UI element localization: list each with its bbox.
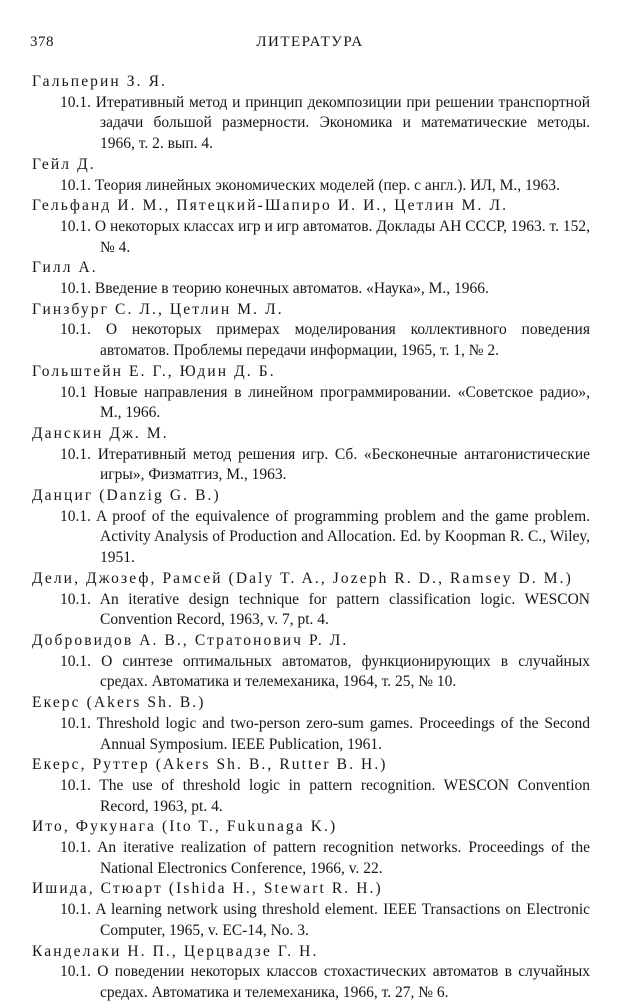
bibliography-entry	[32, 755, 590, 817]
entry-reference: 10.1. The use of threshold logic in pattern recognition. WESCON Convention Record, 1963, pt. 4.	[60, 776, 590, 815]
entry-author: Гальперин З. Я.	[32, 73, 168, 90]
bibliography-entry	[32, 300, 590, 362]
entry-author: Гилл А.	[32, 259, 98, 277]
bibliography-entry	[32, 569, 590, 631]
entry-author: Канделаки Н. П., Церцвадзе Г. Н.	[32, 942, 319, 960]
entry-author: Дели, Джозеф, Рамсей (Daly T. A., Jozeph R. D., Ramsey D. M.)	[32, 569, 573, 587]
bibliography-entry	[32, 879, 590, 941]
bibliography-entry	[32, 424, 590, 486]
entry-author: Екерс (Akers Sh. B.)	[32, 694, 206, 712]
entry-reference: 10.1. О поведении некоторых классов стохастических автоматов в случайных средах. Автоматика и телемеханика, 1966, т. 27, № 6.	[60, 963, 590, 1001]
entry-author: Гейл Д.	[32, 155, 96, 173]
entry-reference: 10.1. Итеративный метод и принцип декомпозиции при решении транспортной задачи большой размерности. Экономика и математические методы. 1966, т. 2. вып. 4.	[60, 93, 590, 153]
entry-reference: 10.1. A learning network using threshold element. IEEE Transactions on Electronic Computer, 1965, v. EC-14, No. 3.	[60, 901, 590, 939]
page-number: 378	[30, 34, 54, 50]
bibliography-entry	[32, 196, 590, 258]
entry-author: Ито, Фукунага (Ito T., Fukunaga K.)	[32, 818, 338, 836]
entry-author: Гинзбург С. Л., Цетлин М. Л.	[32, 300, 284, 318]
bibliography-entry	[32, 72, 590, 155]
entry-reference: 10.1. Итеративный метод решения игр. Сб. «Бесконечные антагонистические игры», Физматгиз, М., 1963.	[60, 445, 590, 484]
entry-author: Гольштейн Е. Г., Юдин Д. Б.	[32, 362, 276, 380]
entry-reference: 10.1. О некоторых примерах моделирования коллективного поведения автоматов. Проблемы передачи информации, 1965, т. 1, № 2.	[60, 321, 590, 360]
entry-reference: 10.1. An iterative design technique for pattern classification logic. WESCON Convention Record, 1963, v. 7, pt. 4.	[60, 590, 590, 629]
entry-author: Данскин Дж. М.	[32, 424, 169, 442]
bibliography-list	[32, 72, 590, 1004]
page-header	[30, 31, 590, 53]
entry-reference: 10.1. О синтезе оптимальных автоматов, функционирующих в случайных средах. Автоматика и телемеханика, 1964, т. 25, № 10.	[60, 652, 590, 691]
bibliography-entry	[32, 942, 590, 1004]
entry-author: Данциг (Danzig G. B.)	[32, 487, 221, 505]
bibliography-entry	[32, 817, 590, 879]
entry-author: Добровидов А. В., Стратонович Р. Л.	[32, 631, 349, 649]
entry-reference: 10.1. An iterative realization of pattern recognition networks. Proceedings of the National Electronics Conference, 1966, v. 22.	[60, 839, 590, 877]
entry-author: Гельфанд И. М., Пятецкий-Шапиро И. И., Цетлин М. Л.	[32, 197, 509, 215]
entry-reference: 10.1. О некоторых классах игр и игр автоматов. Доклады АН СССР, 1963. т. 152, № 4.	[60, 217, 590, 256]
bibliography-entry	[32, 693, 590, 755]
entry-reference: 10.1. Threshold logic and two-person zero-sum games. Proceedings of the Second Annual Symposium. IEEE Publication, 1961.	[60, 714, 590, 753]
running-title: ЛИТЕРАТУРА	[256, 34, 364, 50]
bibliography-entry	[32, 486, 590, 569]
bibliography-entry	[32, 631, 590, 693]
bibliography-entry	[32, 362, 590, 424]
entry-author: Екерс, Руттер (Akers Sh. B., Rutter B. H.)	[32, 756, 388, 774]
bibliography-entry	[32, 155, 590, 196]
entry-reference: 10.1. A proof of the equivalence of programming problem and the game problem. Activity Analysis of Production and Allocation. Ed. by Koopman R. C., Wiley, 1951.	[60, 507, 590, 567]
entry-reference: 10.1 Новые направления в линейном программировании. «Советское радио», М., 1966.	[60, 383, 590, 422]
entry-author: Ишида, Стюарт (Ishida H., Stewart R. H.)	[32, 880, 383, 898]
bibliography-entry	[32, 258, 590, 299]
entry-reference: 10.1. Теория линейных экономических моделей (пер. с англ.). ИЛ, М., 1963.	[60, 176, 560, 194]
entry-reference: 10.1. Введение в теорию конечных автоматов. «Наука», М., 1966.	[60, 280, 489, 298]
